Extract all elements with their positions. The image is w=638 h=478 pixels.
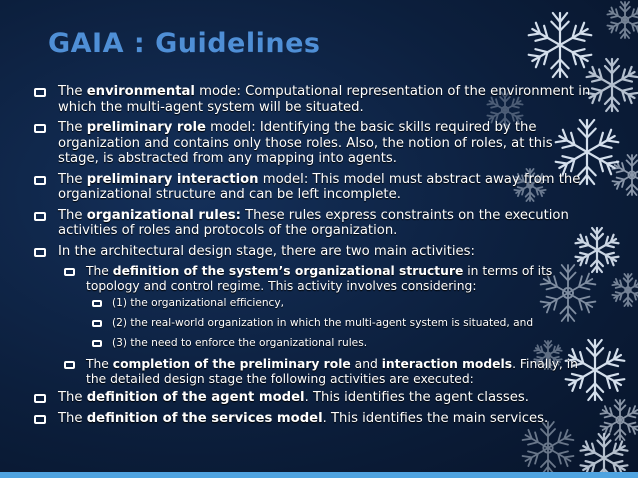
bullet-bold: preliminary interaction <box>86 171 259 187</box>
bullet-bold-2: interaction models <box>381 357 513 371</box>
hollow-square-bullet-icon <box>34 394 46 403</box>
bullet-post: model: Identifying the basic skills required by the organization and contains only those roles. Also, the notion of roles, at this stage, is abstracted from any mapping into agents. <box>58 120 553 166</box>
bullet-bold: definition of the services model <box>86 410 323 426</box>
hollow-square-bullet-icon <box>64 361 75 369</box>
snowflake-icon <box>528 13 592 77</box>
hollow-square-bullet-icon <box>34 88 46 97</box>
bullet-pre: The <box>58 84 87 99</box>
snowflake-icon <box>612 274 638 306</box>
snowflake-icon <box>612 155 638 195</box>
subbullet-completion-of-models <box>34 357 594 386</box>
bullet-preliminary-interaction-model <box>34 172 594 203</box>
hollow-square-bullet-icon <box>34 415 46 424</box>
bullet-bold: organizational rules: <box>86 207 241 223</box>
bottom-accent-bar <box>0 472 638 478</box>
bullet-pre: The <box>86 264 113 278</box>
bullet-post: . This identifies the agent classes. <box>304 390 529 405</box>
bullet-post: and <box>350 357 382 371</box>
bullet-pre: (2) the real-world organization in which the multi-agent system is situated, and <box>112 317 534 329</box>
bullet-pre: The <box>58 171 87 187</box>
bullet-bold: definition of the agent model <box>86 390 305 405</box>
bullet-pre: The <box>58 207 87 223</box>
bullet-pre: The <box>58 120 87 135</box>
bullet-pre: The <box>58 410 87 426</box>
bullet-bold: completion of the preliminary role <box>112 357 351 371</box>
bullet-architectural-design-stage <box>34 244 594 260</box>
bullet-post: model: This model must abstract away from the organizational structure and can be left incomplete. <box>58 171 581 202</box>
subsubbullet-efficiency <box>34 297 594 310</box>
subsubbullet-real-world-organization <box>34 317 594 330</box>
hollow-square-bullet-icon <box>34 124 46 133</box>
bullet-post-2: . Finally, in the detailed design stage the following activities are executed: <box>86 357 578 386</box>
bullet-agent-model <box>34 390 594 406</box>
bullet-pre: In the architectural design stage, there are two main activities: <box>58 243 475 259</box>
bullet-bold: preliminary role <box>86 120 206 135</box>
hollow-square-bullet-icon <box>92 300 102 307</box>
bullet-bold: environmental <box>86 84 195 99</box>
bullet-post: . This identifies the main services. <box>322 410 549 426</box>
bullet-bold: definition of the system’s organizational structure <box>112 264 464 278</box>
subbullet-organizational-structure <box>34 264 594 293</box>
hollow-square-bullet-icon <box>64 268 75 276</box>
bullet-organizational-rules <box>34 208 594 239</box>
snowflake-icon <box>600 400 638 440</box>
hollow-square-bullet-icon <box>34 248 46 257</box>
hollow-square-bullet-icon <box>34 212 46 221</box>
bullet-services-model <box>34 411 594 427</box>
bullet-environmental-model <box>34 84 594 115</box>
bullet-pre: (1) the organizational efficiency, <box>112 297 285 309</box>
subsubbullet-enforce-rules <box>34 337 594 350</box>
slide-title: GAIA : Guidelines <box>48 28 321 59</box>
snowflake-icon <box>607 2 638 38</box>
bullet-pre: The <box>58 390 87 405</box>
hollow-square-bullet-icon <box>92 320 102 327</box>
bullet-pre: The <box>86 357 113 371</box>
bullet-post: These rules express constraints on the execution activities of roles and protocols of the organization. <box>58 207 569 238</box>
bullet-list <box>34 84 594 431</box>
bullet-post: mode: Computational representation of the environment in which the multi-agent system will be situated. <box>58 84 591 115</box>
bullet-pre: (3) the need to enforce the organizational rules. <box>112 337 368 349</box>
hollow-square-bullet-icon <box>34 176 46 185</box>
bullet-post: in terms of its topology and control regime. This activity involves considering: <box>86 264 553 293</box>
bullet-preliminary-role-model <box>34 120 594 167</box>
hollow-square-bullet-icon <box>92 340 102 347</box>
